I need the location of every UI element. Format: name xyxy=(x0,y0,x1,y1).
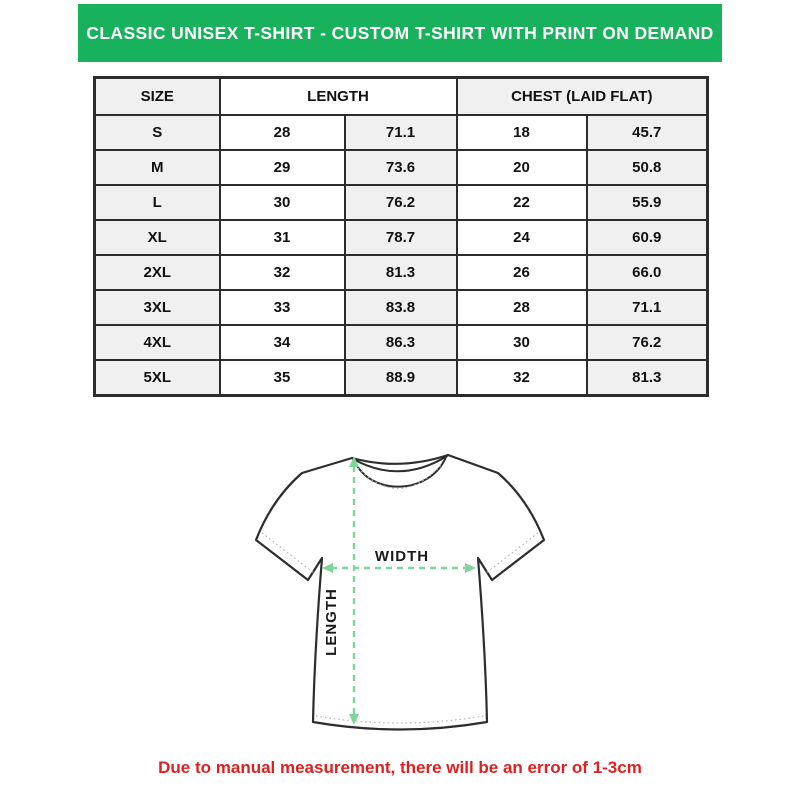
chest-in-cell: 26 xyxy=(457,255,587,290)
chest-cm-cell: 60.9 xyxy=(587,220,708,255)
length-cm-cell: 76.2 xyxy=(345,185,457,220)
size-cell: 3XL xyxy=(95,290,220,325)
tshirt-body xyxy=(256,455,544,730)
table-row-m xyxy=(95,150,708,185)
length-in-cell: 35 xyxy=(220,360,345,395)
chest-in-cell: 24 xyxy=(457,220,587,255)
size-table-body xyxy=(95,115,708,396)
length-in-cell: 30 xyxy=(220,185,345,220)
table-row-s xyxy=(95,115,708,150)
chest-cm-cell: 71.1 xyxy=(587,290,708,325)
length-cm-cell: 88.9 xyxy=(345,360,457,395)
size-table xyxy=(93,76,709,397)
col-header-size: SIZE xyxy=(95,78,220,115)
chest-in-cell: 28 xyxy=(457,290,587,325)
header-row xyxy=(95,78,708,115)
chest-cm-cell: 45.7 xyxy=(587,115,708,150)
length-label: LENGTH xyxy=(323,588,340,656)
col-header-chest: CHEST (LAID FLAT) xyxy=(457,78,708,115)
chest-cm-cell: 66.0 xyxy=(587,255,708,290)
chest-in-cell: 30 xyxy=(457,325,587,360)
chest-cm-cell: 76.2 xyxy=(587,325,708,360)
size-table-header xyxy=(95,78,708,115)
size-cell: 2XL xyxy=(95,255,220,290)
table-row-xl xyxy=(95,220,708,255)
size-cell: M xyxy=(95,150,220,185)
length-in-cell: 34 xyxy=(220,325,345,360)
chest-in-cell: 32 xyxy=(457,360,587,395)
length-in-cell: 29 xyxy=(220,150,345,185)
chest-cm-cell: 50.8 xyxy=(587,150,708,185)
length-in-cell: 31 xyxy=(220,220,345,255)
length-cm-cell: 71.1 xyxy=(345,115,457,150)
measurement-error-note: Due to manual measurement, there will be an error of 1-3cm xyxy=(158,758,642,777)
table-row-5xl xyxy=(95,360,708,395)
length-cm-cell: 81.3 xyxy=(345,255,457,290)
length-in-cell: 33 xyxy=(220,290,345,325)
length-cm-cell: 83.8 xyxy=(345,290,457,325)
chest-in-cell: 22 xyxy=(457,185,587,220)
length-cm-cell: 78.7 xyxy=(345,220,457,255)
length-in-cell: 28 xyxy=(220,115,345,150)
table-row-l xyxy=(95,185,708,220)
tshirt-measurement-diagram xyxy=(230,435,570,745)
size-cell: XL xyxy=(95,220,220,255)
size-cell: 4XL xyxy=(95,325,220,360)
length-in-cell: 32 xyxy=(220,255,345,290)
table-row-4xl xyxy=(95,325,708,360)
page-title: CLASSIC UNISEX T-SHIRT - CUSTOM T-SHIRT WITH PRINT ON DEMAND xyxy=(86,22,714,43)
table-row-2xl xyxy=(95,255,708,290)
chest-cm-cell: 81.3 xyxy=(587,360,708,395)
length-cm-cell: 86.3 xyxy=(345,325,457,360)
size-cell: 5XL xyxy=(95,360,220,395)
size-cell: L xyxy=(95,185,220,220)
col-header-length: LENGTH xyxy=(220,78,457,115)
chest-in-cell: 18 xyxy=(457,115,587,150)
title-banner xyxy=(78,4,722,62)
length-cm-cell: 73.6 xyxy=(345,150,457,185)
tshirt-outline-drawing xyxy=(230,435,570,745)
chest-in-cell: 20 xyxy=(457,150,587,185)
chest-cm-cell: 55.9 xyxy=(587,185,708,220)
width-label: WIDTH xyxy=(374,548,430,565)
size-cell: S xyxy=(95,115,220,150)
table-row-3xl xyxy=(95,290,708,325)
